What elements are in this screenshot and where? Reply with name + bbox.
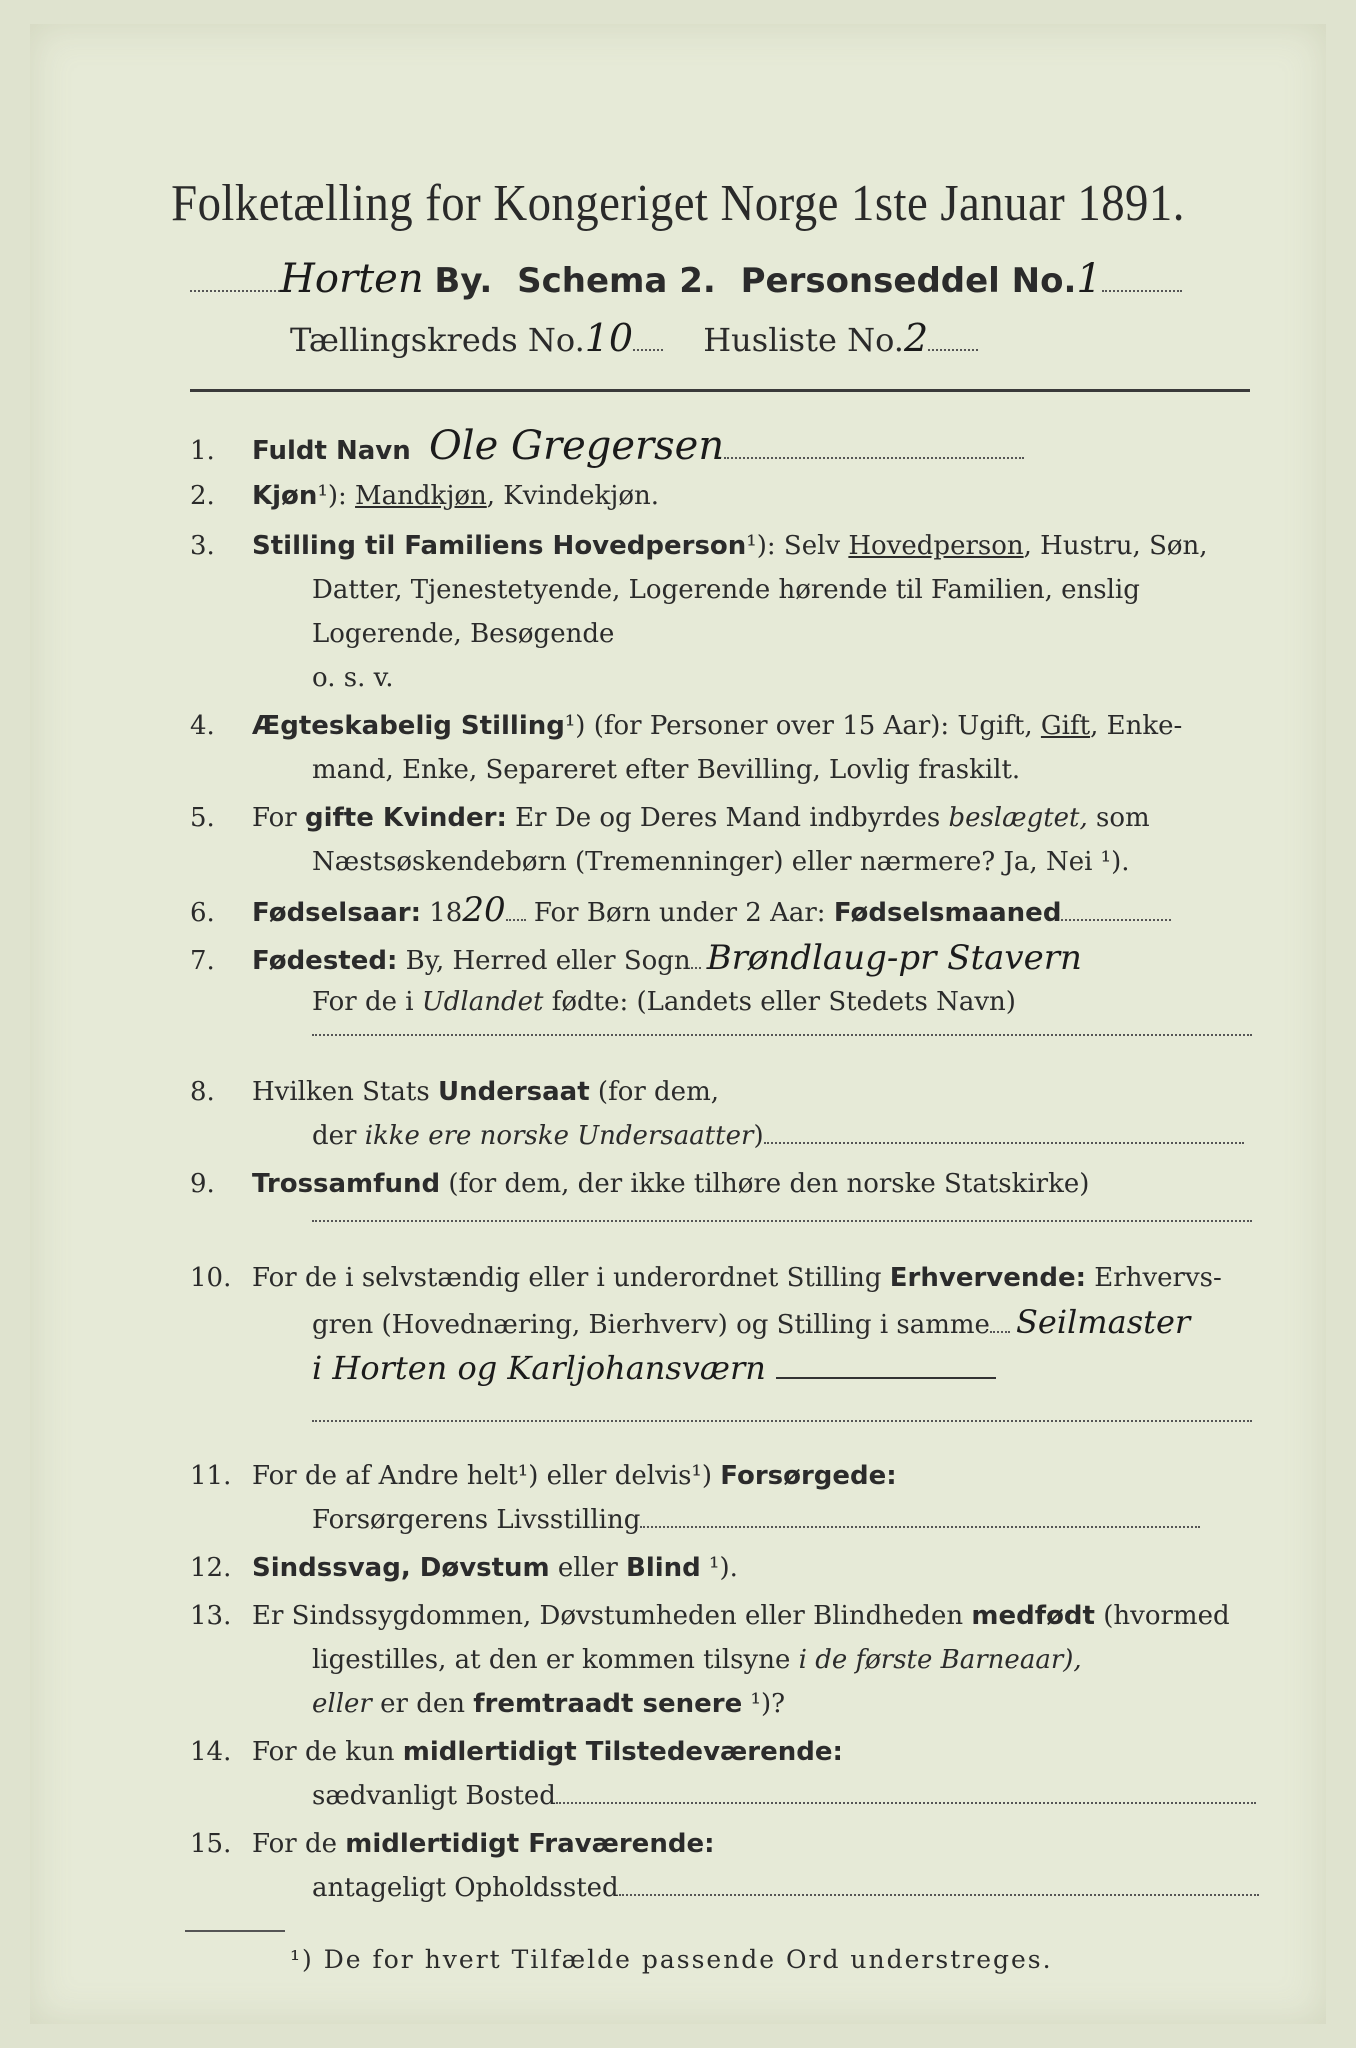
- item-label: Ægteskabelig Stilling: [252, 711, 565, 741]
- item-label: gifte Kvinder:: [304, 803, 507, 833]
- text: Udlandet: [421, 987, 544, 1017]
- text: For: [252, 803, 305, 833]
- personseddel-number: 1: [1076, 256, 1102, 302]
- item-4: [190, 704, 1250, 748]
- text: antageligt Opholdssted: [312, 1873, 619, 1903]
- text: , Kvindekjøn.: [486, 481, 659, 511]
- item-label: Trossamfund: [252, 1169, 441, 1199]
- blank-line: [312, 1220, 1252, 1222]
- full-name-value: Ole Gregersen: [429, 423, 725, 469]
- text: fødte: (Landets eller Stedets Navn): [543, 987, 1016, 1017]
- item-number: 4.: [190, 711, 215, 741]
- text: i de første Barneaar),: [798, 1645, 1082, 1675]
- town-name: Horten: [280, 256, 424, 302]
- item-label: Undersaat: [437, 1077, 590, 1107]
- item-6: [190, 888, 1250, 935]
- text: , Enke-: [1090, 711, 1183, 741]
- by-label: By.: [434, 261, 493, 301]
- item-label: Sindssvag, Døvstum: [252, 1553, 550, 1583]
- text: eller: [549, 1553, 627, 1583]
- item-label: midlertidigt Tilstedeværende:: [402, 1737, 843, 1767]
- item-number: 2.: [190, 481, 215, 511]
- item-number: 11.: [190, 1461, 232, 1491]
- schema-line: [190, 256, 1250, 316]
- item-5: [190, 796, 1250, 840]
- footnote: ¹) De for hvert Tilfælde passende Ord understreges.: [290, 1945, 1053, 1974]
- schema-label: Schema 2.: [517, 261, 716, 301]
- item-label: Forsørgede:: [720, 1461, 897, 1491]
- text: For de i selvstændig eller i underordnet Stilling: [252, 1263, 890, 1293]
- item-11: [190, 1454, 1250, 1498]
- text: er den: [371, 1689, 474, 1719]
- text: ¹).: [700, 1553, 738, 1583]
- item-4-line-2: mand, Enke, Separeret efter Bevilling, Lovlig fraskilt.: [312, 755, 1021, 785]
- text: Er Sindssygdommen, Døvstumheden eller Blindheden: [252, 1601, 972, 1631]
- text: :: [338, 481, 356, 511]
- item-14: [190, 1730, 1250, 1774]
- text: , Hustru, Søn,: [1023, 531, 1208, 561]
- item-1: [190, 424, 1250, 473]
- kreds-number: 10: [584, 316, 634, 360]
- text: (hvormed: [1094, 1601, 1230, 1631]
- item-number: 12.: [190, 1553, 232, 1583]
- item-label: Kjøn: [252, 481, 318, 511]
- item-12: [190, 1546, 1250, 1590]
- form-title: Folketælling for Kongeriget Norge 1ste Januar 1891.: [171, 175, 1185, 232]
- text: For Børn under 2 Aar:: [525, 898, 834, 928]
- text: Er De og Deres Mand indbyrdes: [506, 803, 949, 833]
- marital-selected: Gift: [1040, 711, 1091, 741]
- item-number: 3.: [190, 531, 215, 561]
- item-3-line-2: Datter, Tjenestetyende, Logerende hørende til Familien, enslig: [312, 575, 1140, 605]
- text: eller: [312, 1689, 372, 1719]
- census-form: [30, 24, 1326, 2024]
- footnote-ref: ¹): [746, 531, 767, 561]
- item-7: [190, 936, 1250, 983]
- text: som: [1087, 803, 1150, 833]
- item-label: Fødested:: [252, 946, 398, 976]
- text: Erhvervs-: [1086, 1263, 1222, 1293]
- item-number: 5.: [190, 803, 215, 833]
- text: Hvilken Stats: [252, 1077, 438, 1107]
- item-15: [190, 1822, 1250, 1866]
- item-3-line-3: Logerende, Besøgende: [312, 619, 615, 649]
- item-label: Fødselsaar:: [252, 898, 421, 928]
- item-number: 15.: [190, 1829, 232, 1859]
- item-number: 14.: [190, 1737, 232, 1767]
- text: For de kun: [252, 1737, 403, 1767]
- item-number: 10.: [190, 1263, 232, 1293]
- text: ligestilles, at den er kommen tilsyne: [312, 1645, 799, 1675]
- blank-line: [312, 1034, 1252, 1036]
- text: ¹)?: [742, 1689, 786, 1719]
- item-label: Blind: [626, 1553, 701, 1583]
- item-number: 13.: [190, 1601, 232, 1631]
- header-divider: [190, 389, 1250, 392]
- item-2: [190, 474, 1250, 518]
- item-number: 6.: [190, 898, 215, 928]
- occupation-value: Seilmaster: [1015, 1303, 1191, 1341]
- kreds-line: [290, 316, 1190, 372]
- item-number: 8.: [190, 1077, 215, 1107]
- text: ikke ere norske Undersaatter: [364, 1121, 754, 1151]
- item-label: medfødt: [971, 1601, 1095, 1631]
- blank-line: [312, 1420, 1252, 1422]
- text: ): [753, 1121, 764, 1151]
- birthplace-value: Brøndlaug-pr Stavern: [706, 938, 1082, 978]
- footnote-divider: [185, 1930, 285, 1932]
- position-selected: Hovedperson: [848, 531, 1024, 561]
- item-number: 7.: [190, 946, 215, 976]
- personseddel-label: Personseddel No.: [740, 261, 1077, 301]
- item-label: midlertidigt Fraværende:: [345, 1829, 715, 1859]
- text: For de af Andre helt¹) eller delvis¹): [252, 1461, 721, 1491]
- text: (for dem,: [589, 1077, 719, 1107]
- text: beslægtet,: [948, 803, 1088, 833]
- gender-selected: Mandkjøn: [355, 481, 487, 511]
- item-3: [190, 524, 1250, 568]
- item-9: [190, 1162, 1250, 1206]
- item-number: 1.: [190, 436, 215, 466]
- item-label: Fuldt Navn: [252, 436, 411, 466]
- item-label: Stilling til Familiens Hovedperson: [252, 531, 747, 561]
- item-label: Fødselsmaaned: [833, 898, 1062, 928]
- text: der: [312, 1121, 365, 1151]
- text: By, Herred eller Sogn: [397, 946, 691, 976]
- item-7-line-2: [312, 980, 1016, 1024]
- item-10-line-3: [312, 1346, 996, 1393]
- text: 18: [421, 898, 463, 928]
- husliste-number: 2: [903, 316, 929, 360]
- text: sædvanligt Bosted: [312, 1781, 556, 1811]
- footnote-ref: ¹): [317, 481, 339, 511]
- husliste-label: Husliste No.: [703, 321, 904, 359]
- text: For de: [252, 1829, 346, 1859]
- text: (for dem, der ikke tilhøre den norske Statskirke): [440, 1169, 1090, 1199]
- footnote-ref: ¹): [564, 711, 586, 741]
- item-10: [190, 1256, 1250, 1300]
- text: : Selv: [766, 531, 849, 561]
- text: gren (Hovednæring, Bierhverv) og Stilling i samme: [312, 1310, 990, 1340]
- occupation-place-value: i Horten og Karljohansværn: [312, 1349, 766, 1387]
- item-8: [190, 1070, 1250, 1114]
- item-15-line-2: [312, 1866, 1259, 1910]
- kreds-label: Tællingskreds No.: [290, 321, 585, 359]
- item-5-line-2: Næstsøskendebørn (Tremenninger) eller nærmere? Ja, Nei ¹).: [312, 847, 1130, 877]
- item-8-line-2: [312, 1114, 1244, 1158]
- item-13-line-2: [312, 1638, 1082, 1682]
- item-13-line-3: [312, 1682, 785, 1726]
- item-14-line-2: [312, 1774, 1256, 1818]
- text: For de i: [312, 987, 422, 1017]
- item-3-line-4: o. s. v.: [312, 663, 394, 693]
- item-10-line-2: [312, 1300, 1190, 1347]
- item-11-line-2: [312, 1498, 1200, 1542]
- item-label: fremtraadt senere: [473, 1689, 743, 1719]
- text: (for Personer over 15 Aar): Ugift,: [585, 711, 1041, 741]
- item-number: 9.: [190, 1169, 215, 1199]
- item-label: Erhvervende:: [889, 1263, 1087, 1293]
- text: Forsørgerens Livsstilling: [312, 1505, 641, 1535]
- item-13: [190, 1594, 1250, 1638]
- birth-year-value: 20: [462, 890, 506, 930]
